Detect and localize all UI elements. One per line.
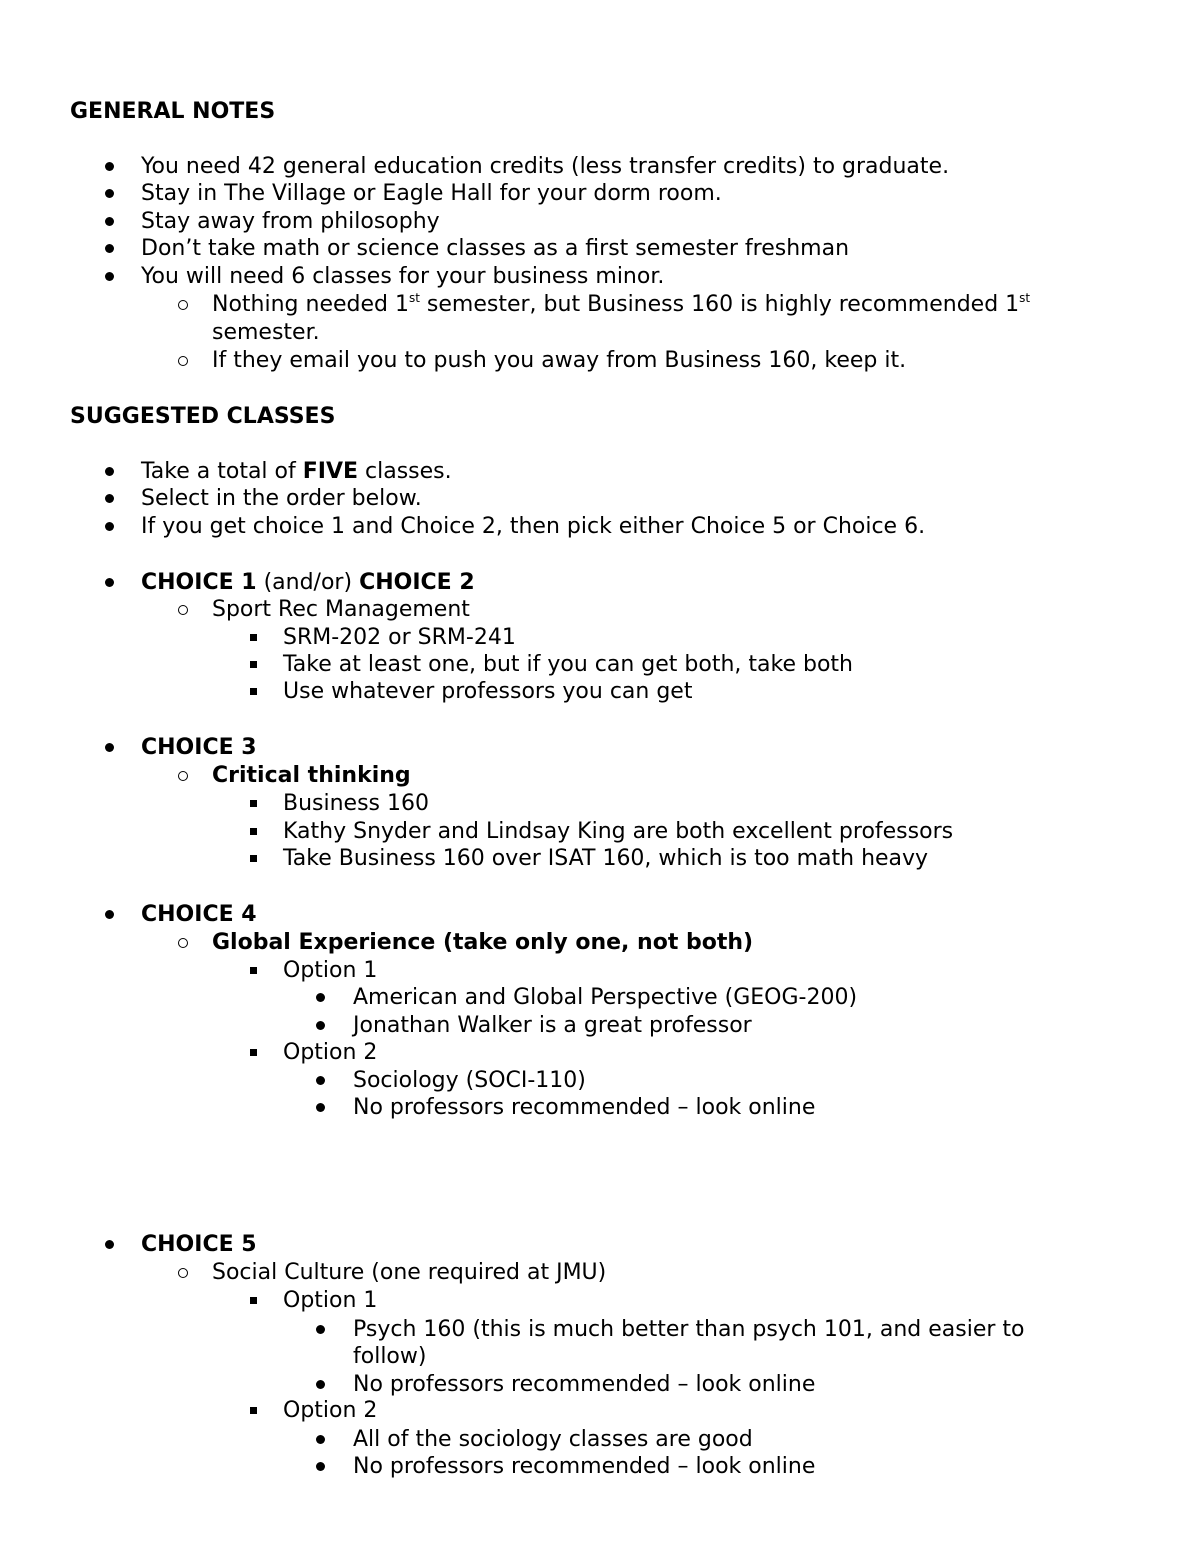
superscript: st (408, 291, 420, 305)
list-item: Take Business 160 over ISAT 160, which is too math heavy (283, 846, 929, 871)
list-item: Option 2 (283, 1040, 378, 1065)
bullet-icon (105, 743, 114, 752)
list-item: Sport Rec Management (212, 597, 470, 622)
suggested-classes-heading: SUGGESTED CLASSES (70, 404, 336, 429)
circle-bullet-icon (178, 356, 188, 366)
list-item-continuation: semester. (212, 320, 320, 345)
bullet-icon (105, 522, 114, 531)
bullet-icon (105, 578, 114, 587)
circle-bullet-icon (178, 1268, 188, 1278)
bullet-icon (316, 1380, 325, 1389)
bullet-icon (105, 217, 114, 226)
list-item: Take at least one, but if you can get both, take both (283, 652, 853, 677)
choice-5-title: CHOICE 5 (141, 1232, 257, 1257)
list-item: Critical thinking (212, 763, 411, 788)
bullet-icon (105, 467, 114, 476)
square-bullet-icon (250, 855, 257, 862)
bullet-icon (316, 1462, 325, 1471)
list-item: Jonathan Walker is a great professor (353, 1013, 752, 1038)
circle-bullet-icon (178, 300, 188, 310)
list-item: Option 2 (283, 1398, 378, 1423)
square-bullet-icon (250, 1049, 257, 1056)
bullet-icon (316, 1076, 325, 1085)
list-item: All of the sociology classes are good (353, 1427, 753, 1452)
square-bullet-icon (250, 828, 257, 835)
choice-label: CHOICE 2 (359, 570, 475, 595)
list-item-text: classes. (358, 459, 452, 484)
circle-bullet-icon (178, 938, 188, 948)
choice-label: CHOICE 1 (141, 570, 257, 595)
list-item: American and Global Perspective (GEOG-200) (353, 985, 858, 1010)
list-item: Don’t take math or science classes as a first semester freshman (141, 236, 850, 261)
bullet-icon (316, 993, 325, 1002)
bullet-icon (105, 1240, 114, 1249)
square-bullet-icon (250, 1407, 257, 1414)
square-bullet-icon (250, 800, 257, 807)
list-item: SRM-202 or SRM-241 (283, 625, 516, 650)
list-item: If you get choice 1 and Choice 2, then pick either Choice 5 or Choice 6. (141, 514, 926, 539)
list-item: Stay in The Village or Eagle Hall for your dorm room. (141, 181, 722, 206)
list-item: Business 160 (283, 791, 429, 816)
list-item: Select in the order below. (141, 486, 422, 511)
list-item: No professors recommended – look online (353, 1095, 816, 1120)
list-item: Stay away from philosophy (141, 209, 440, 234)
bullet-icon (105, 494, 114, 503)
bullet-icon (316, 1325, 325, 1334)
list-item-text: Nothing needed 1 (212, 292, 409, 317)
emphasis: FIVE (302, 459, 359, 484)
bullet-icon (316, 1021, 325, 1030)
square-bullet-icon (250, 661, 257, 668)
square-bullet-icon (250, 688, 257, 695)
bullet-icon (105, 272, 114, 281)
list-item: Global Experience (take only one, not both) (212, 930, 754, 955)
list-item: Kathy Snyder and Lindsay King are both excellent professors (283, 819, 954, 844)
list-item: No professors recommended – look online (353, 1372, 816, 1397)
list-item: Social Culture (one required at JMU) (212, 1260, 607, 1285)
general-notes-heading: GENERAL NOTES (70, 99, 276, 124)
square-bullet-icon (250, 634, 257, 641)
bullet-icon (105, 189, 114, 198)
bullet-icon (316, 1103, 325, 1112)
list-item-continuation: follow) (353, 1344, 427, 1369)
choice-1-2-title (141, 569, 475, 597)
list-item: Use whatever professors you can get (283, 679, 693, 704)
superscript: st (1019, 291, 1031, 305)
list-item: Option 1 (283, 958, 378, 983)
list-item: You will need 6 classes for your business minor. (141, 264, 665, 289)
list-item-text: semester, but Business 160 is highly recommended 1 (419, 292, 1020, 317)
circle-bullet-icon (178, 605, 188, 615)
square-bullet-icon (250, 1297, 257, 1304)
bullet-icon (316, 1435, 325, 1444)
list-item: No professors recommended – look online (353, 1454, 816, 1479)
bullet-icon (105, 910, 114, 919)
list-item-text: Take a total of (141, 459, 303, 484)
list-item: Psych 160 (this is much better than psych 101, and easier to (353, 1317, 1025, 1342)
choice-4-title: CHOICE 4 (141, 902, 257, 927)
list-item: Option 1 (283, 1288, 378, 1313)
square-bullet-icon (250, 967, 257, 974)
list-item: Sociology (SOCI-110) (353, 1068, 586, 1093)
bullet-icon (105, 244, 114, 253)
choice-connector: (and/or) (256, 570, 360, 595)
list-item (212, 291, 1030, 319)
list-item: If they email you to push you away from Business 160, keep it. (212, 348, 907, 373)
list-item: You need 42 general education credits (less transfer credits) to graduate. (141, 154, 950, 179)
bullet-icon (105, 162, 114, 171)
list-item (141, 458, 452, 486)
choice-3-title: CHOICE 3 (141, 735, 257, 760)
circle-bullet-icon (178, 771, 188, 781)
